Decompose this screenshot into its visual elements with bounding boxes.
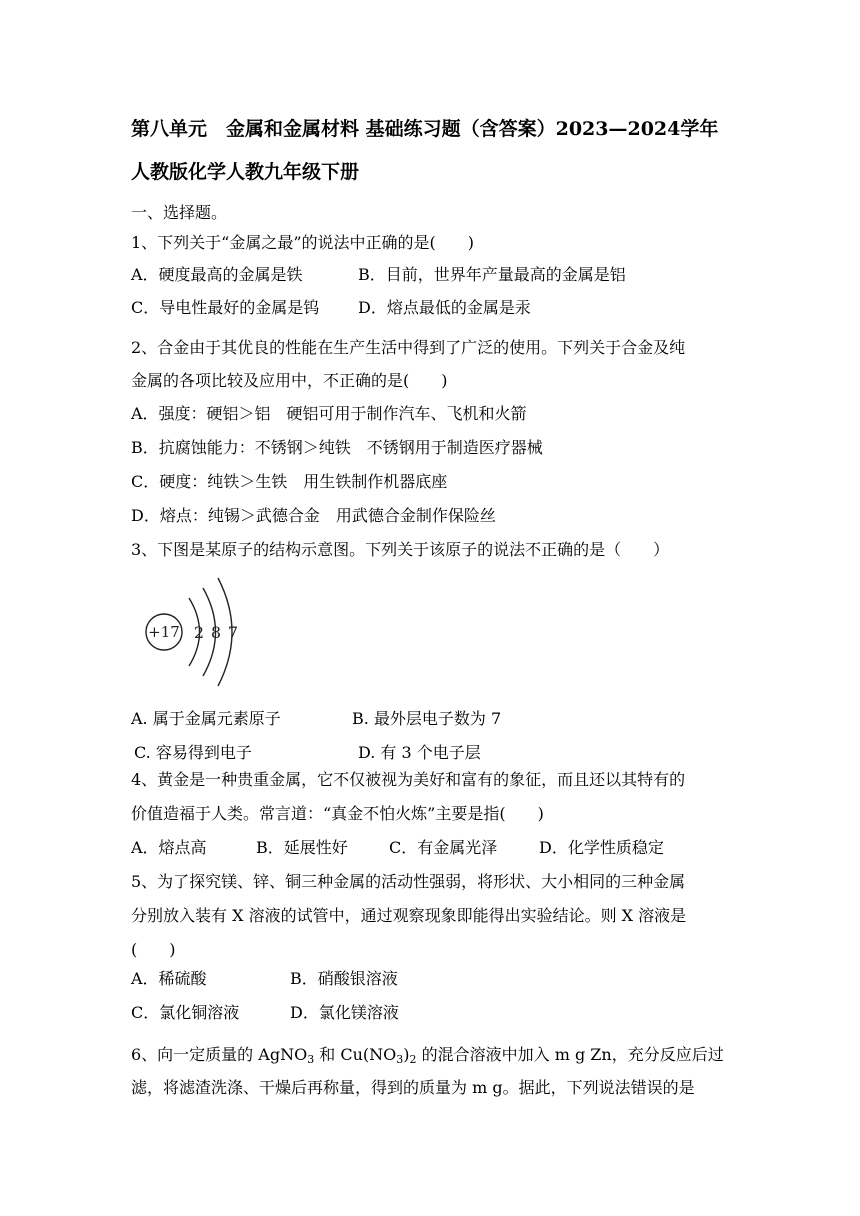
question-3-option-c: C. 容易得到电子 — [134, 743, 252, 762]
question-4-option-d: D．化学性质稳定 — [539, 838, 664, 857]
question-2-option-c: C．硬度：纯铁＞生铁 用生铁制作机器底座 — [131, 472, 448, 491]
question-5-option-b: B．硝酸银溶液 — [290, 969, 398, 988]
question-2-option-a: A．强度：硬铝＞铝 硬铝可用于制作汽车、飞机和火箭 — [131, 404, 527, 423]
question-2-option-d: D．熔点：纯锡＞武德合金 用武德合金制作保险丝 — [131, 506, 496, 525]
shell-2-electron-count: 8 — [210, 623, 222, 642]
section-heading: 一、选择题。 — [131, 203, 228, 222]
question-1-option-c: C．导电性最好的金属是钨 — [131, 298, 320, 317]
question-2-stem-line-2: 金属的各项比较及应用中，不正确的是( ) — [131, 371, 448, 390]
shell-1-electron-count: 2 — [193, 623, 205, 642]
question-6-stem-line-2: 滤，将滤渣洗涤、干燥后再称量，得到的质量为 m g。据此，下列说法错误的是 — [131, 1078, 695, 1097]
question-5-stem-line-2: 分别放入装有 X 溶液的试管中，通过观察现象即能得出实验结论。则 X 溶液是 — [131, 906, 687, 925]
nucleus-charge-label: +17 — [148, 623, 180, 641]
question-5-option-d: D．氯化镁溶液 — [290, 1003, 399, 1022]
question-5-stem-line-1: 5、为了探究镁、锌、铜三种金属的活动性强弱，将形状、大小相同的三种金属 — [131, 872, 686, 891]
question-3-option-b: B. 最外层电子数为 7 — [352, 709, 502, 728]
question-4-stem-line-1: 4、黄金是一种贵重金属，它不仅被视为美好和富有的象征，而且还以其特有的 — [131, 770, 686, 789]
question-4-option-c: C．有金属光泽 — [389, 838, 498, 857]
document-title-line-2: 人教版化学人教九年级下册 — [131, 161, 360, 183]
question-5-option-a: A．稀硫酸 — [131, 969, 207, 988]
question-1-option-d: D．熔点最低的金属是汞 — [358, 298, 531, 317]
shell-3-electron-count: 7 — [227, 623, 239, 642]
question-5-stem-line-3: ( ) — [131, 940, 176, 959]
question-1-option-b: B．目前，世界年产量最高的金属是铝 — [358, 265, 626, 284]
question-2-option-b: B．抗腐蚀能力：不锈钢＞纯铁 不锈钢用于制造医疗器械 — [131, 438, 543, 457]
question-3-option-d: D. 有 3 个电子层 — [358, 743, 481, 762]
document-title-line-1: 第八单元 金属和金属材料 基础练习题（含答案）2023—2024学年 — [131, 118, 719, 140]
question-4-option-b: B．延展性好 — [256, 838, 348, 857]
question-6-stem-line-1: 6、向一定质量的 AgNO$_3$ 和 $Cu(NO_3)_2$ 的混合溶液中加入 m g Zn，充分反应后过 — [131, 1045, 724, 1066]
question-3-stem: 3、下图是某原子的结构示意图。下列关于该原子的说法不正确的是（ ） — [131, 540, 670, 559]
question-1-option-a: A．硬度最高的金属是铁 — [131, 265, 303, 284]
question-4-stem-line-2: 价值造福于人类。常言道：“真金不怕火炼”主要是指( ) — [131, 804, 544, 823]
question-4-option-a: A．熔点高 — [131, 838, 207, 857]
atom-structure-diagram — [140, 574, 250, 694]
question-1-stem: 1、下列关于“金属之最”的说法中正确的是( ) — [131, 233, 475, 252]
question-3-option-a: A. 属于金属元素原子 — [131, 709, 281, 728]
question-2-stem-line-1: 2、合金由于其优良的性能在生产生活中得到了广泛的使用。下列关于合金及纯 — [131, 338, 686, 357]
question-5-option-c: C．氯化铜溶液 — [131, 1003, 240, 1022]
